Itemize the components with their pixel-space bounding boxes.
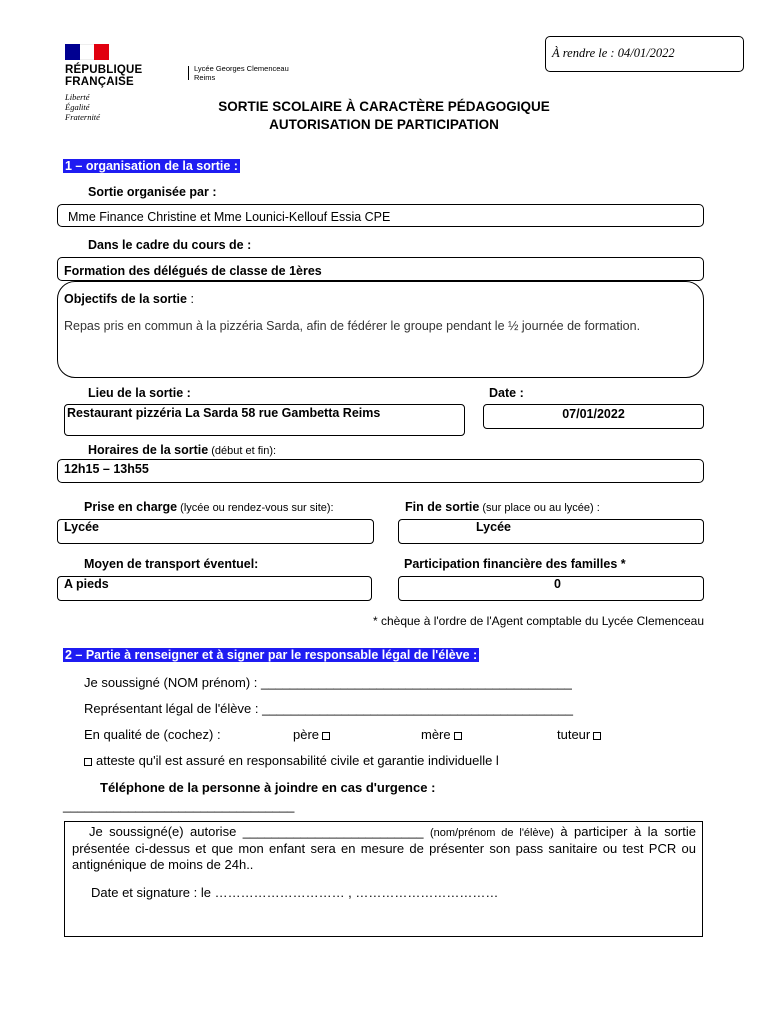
fee-field[interactable] [398, 576, 704, 601]
objectives-label: Objectifs de la sortie [64, 292, 187, 306]
objectives-text: Repas pris en commun à la pizzéria Sarda, afin de fédérer le groupe pendant le ½ journée de formation. [64, 319, 641, 333]
organizer-value: Mme Finance Christine et Mme Lounici-Kellouf Essia CPE [68, 210, 391, 224]
transport-field[interactable] [57, 576, 372, 601]
objectives-box[interactable] [57, 281, 704, 378]
end-hint: (sur place ou au lycée) : [479, 502, 600, 514]
mother-label: mère [421, 727, 451, 742]
flag-marianne-icon [65, 44, 109, 60]
hours-label: Horaires de la sortie [88, 443, 209, 457]
authorization-part1: Je soussigné(e) autorise _________________________ [89, 824, 430, 839]
transport-label: Moyen de transport éventuel: [84, 557, 259, 571]
motto-egalite: Égalité [65, 102, 90, 112]
republic-line1: RÉPUBLIQUE [65, 64, 143, 76]
section2-heading: 2 – Partie à renseigner et à signer par le responsable légal de l'élève : [65, 648, 478, 662]
hours-value: 12h15 – 13h55 [64, 462, 149, 476]
course-field[interactable] [57, 257, 704, 281]
capacity-label: En qualité de (cochez) : [84, 727, 221, 742]
fee-label: Participation financière des familles * [404, 557, 626, 571]
flag-red-band [94, 44, 109, 60]
section1-heading: 1 – organisation de la sortie : [65, 159, 238, 173]
legal-rep-line[interactable]: Représentant légal de l'élève : ___________________________________________ [84, 701, 573, 716]
father-checkbox[interactable] [322, 732, 330, 740]
end-value: Lycée [476, 520, 511, 534]
school-name: Lycée Georges Clemenceau [194, 64, 289, 73]
flag-white-band [80, 44, 95, 60]
pickup-field[interactable] [57, 519, 374, 544]
document-title [0, 98, 768, 134]
emergency-phone-label: Téléphone de la personne à joindre en cas d'urgence : [100, 780, 436, 795]
due-date-box [545, 36, 744, 72]
insurance-checkbox[interactable] [84, 758, 92, 766]
date-value: 07/01/2022 [562, 407, 625, 421]
authorization-part2: à participer à la sortie présentée ci-dessus et que mon enfant sera en mesure de présenter son pass sanitaire ou test PCR ou antignénique de moins de 24h.. [72, 824, 696, 872]
authorization-box [64, 821, 703, 937]
authorization-text [72, 824, 696, 873]
guardian-option[interactable] [557, 727, 601, 742]
end-field[interactable] [398, 519, 704, 544]
school-city: Reims [194, 72, 216, 82]
guardian-label: tuteur [557, 727, 591, 742]
organizer-label: Sortie organisée par : [88, 185, 217, 199]
course-label: Dans le cadre du cours de : [88, 238, 252, 252]
transport-value: A pieds [64, 577, 109, 591]
motto-liberte: Liberté [65, 92, 90, 102]
place-field[interactable] [64, 404, 465, 436]
place-label: Lieu de la sortie : [88, 386, 191, 400]
date-label: Date : [489, 386, 524, 400]
due-date-label: À rendre le : 04/01/2022 [552, 46, 675, 60]
pickup-hint: (lycée ou rendez-vous sur site): [177, 502, 334, 514]
flag-blue-band [65, 44, 80, 60]
hours-field[interactable] [57, 459, 704, 483]
objectives-colon: : [186, 292, 194, 306]
signature-line[interactable]: Date et signature : le ………………………… , …………………………… [91, 885, 499, 900]
pickup-label: Prise en charge [84, 500, 178, 514]
school-divider [188, 66, 189, 80]
organizer-field[interactable] [57, 204, 704, 227]
place-value: Restaurant pizzéria La Sarda 58 rue Gambetta Reims [67, 406, 381, 420]
mother-checkbox[interactable] [454, 732, 462, 740]
end-label: Fin de sortie [405, 500, 480, 514]
fee-footnote: * chèque à l'ordre de l'Agent comptable du Lycée Clemenceau [372, 614, 704, 628]
title-line1: SORTIE SCOLAIRE À CARACTÈRE PÉDAGOGIQUE [218, 99, 550, 114]
course-value: Formation des délégués de classe de 1ères [64, 264, 322, 278]
pickup-value: Lycée [64, 520, 99, 534]
mother-option[interactable] [421, 727, 462, 742]
insurance-text: atteste qu'il est assuré en responsabilité civile et garantie individuelle l [96, 753, 499, 768]
fee-value: 0 [554, 577, 561, 591]
republic-line2: FRANÇAISE [65, 76, 134, 88]
date-field[interactable] [483, 404, 704, 429]
motto-fraternite: Fraternité [65, 112, 100, 122]
authorization-hint: (nom/prénom de l'élève) [429, 827, 554, 839]
guardian-checkbox[interactable] [593, 732, 601, 740]
hours-hint: (début et fin): [208, 445, 277, 457]
undersigned-line[interactable]: Je soussigné (NOM prénom) : ___________________________________________ [84, 675, 572, 690]
emergency-phone-line[interactable]: ________________________________ [63, 798, 295, 813]
father-option[interactable] [293, 727, 330, 742]
title-line2: AUTORISATION DE PARTICIPATION [269, 117, 499, 132]
insurance-option[interactable] [84, 753, 499, 768]
school-block [194, 65, 289, 82]
father-label: père [293, 727, 320, 742]
